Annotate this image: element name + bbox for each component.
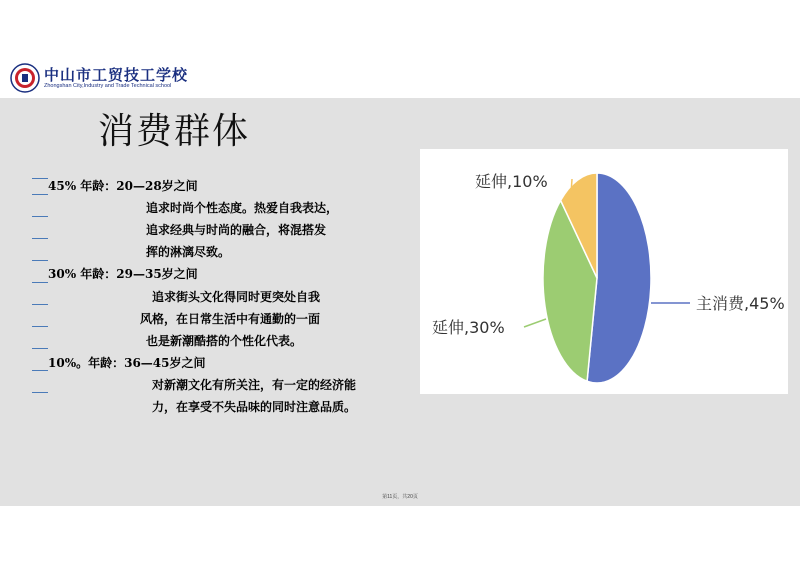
group-2-line-2: 风格，在日常生活中有通勤的一面 [140,312,321,326]
pie-slice-label: 延伸,10% [475,172,548,191]
school-logo-icon [10,63,40,93]
bullet-marker [32,282,48,283]
bullet-marker [32,238,48,239]
bullet-marker [32,370,48,371]
group-3-line-2: 力，在享受不失品味的同时注意品质。 [152,400,357,414]
pie-slice-label: 主消费,45% [696,294,785,313]
group-2-heading: 30% 年龄：29—35岁之间 [48,267,198,281]
pie-chart-panel [420,149,788,394]
group-2-line-3: 也是新潮酷搭的个性化代表。 [146,334,303,348]
bullet-marker [32,304,48,305]
school-name-cn: 中山市工贸技工学校 [44,66,189,84]
pie-slice-label: 延伸,30% [432,318,505,337]
bullet-marker [32,326,48,327]
pie-leader-line [524,319,546,327]
group-1-line-3: 挥的淋漓尽致。 [146,245,231,259]
group-1-line-1: 追求时尚个性态度。热爱自我表达， [146,201,339,215]
bullet-marker [32,392,48,393]
page-indicator: 第11页，共20页 [382,494,418,500]
bullet-marker [32,260,48,261]
group-1-heading: 45% 年龄：20—28岁之间 [48,179,198,193]
pie-chart [420,149,788,394]
bullet-marker [32,348,48,349]
group-3-heading: 10%。年龄：36—45岁之间 [48,356,206,370]
bullet-marker [32,178,48,179]
group-2-line-1: 追求街头文化得同时更突处自我 [152,290,321,304]
school-name-en: Zhongshan City,Industry and Trade Technical school [44,83,172,89]
group-3-line-1: 对新潮文化有所关注，有一定的经济能 [152,378,357,392]
bullet-marker [32,194,48,195]
bullet-marker [32,216,48,217]
group-1-line-2: 追求经典与时尚的融合，将混搭发 [146,223,327,237]
header [0,0,800,97]
slide-title: 消费群体 [98,111,251,152]
